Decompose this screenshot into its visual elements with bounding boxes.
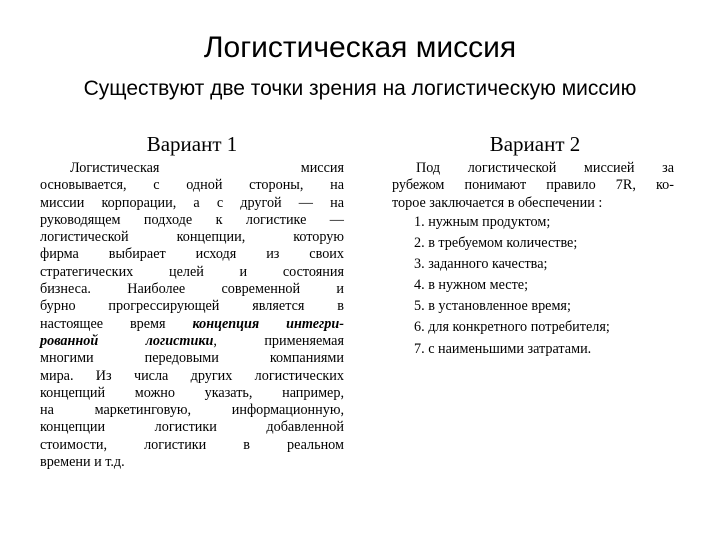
variant-1-line: стратегических целей и состояния (40, 263, 344, 280)
variant-1-line-emph (40, 333, 344, 350)
variant-1-plain: настоящее время (40, 315, 166, 332)
variant-1-plain: , применяемая (213, 332, 344, 349)
list-item: 3. заданного качества; (414, 256, 548, 273)
variant-1-line-emph (40, 316, 344, 333)
variant-2-intro-line: рубежом понимают правило 7R, ко- (392, 177, 674, 194)
variant-2-intro (392, 160, 674, 212)
variant-1-line: концепции логистики добавленной (40, 419, 344, 436)
variant-1-emphasis: концепция интегри- (192, 315, 344, 332)
variant-1-line: фирма выбирает исходя из своих (40, 246, 344, 263)
variant-1-line: бизнеса. Наиболее современной и (40, 281, 344, 298)
variant-1-line: на маркетинговую, информационную, (40, 402, 344, 419)
variant-2-intro-line: торое заключается в обеспечении : (392, 194, 603, 211)
variant-1-emphasis: рованной логистики (40, 332, 214, 349)
variant-2-intro-line: Под логистической миссией за (416, 160, 674, 176)
variant-1-line: концепций можно указать, например, (40, 384, 344, 401)
variant-1-line: логистической концепции, которую (40, 229, 344, 246)
slide-title: Логистическая миссия (203, 31, 517, 64)
variant-1-line: многими передовыми компаниями (40, 350, 344, 367)
variant-1-line: Логистическая миссия (70, 160, 344, 176)
list-item: 1. нужным продуктом; (414, 214, 551, 230)
list-item: 5. в установленное время; (414, 298, 571, 315)
variant-1-line: руководящем подходе к логистике — (40, 211, 344, 228)
variant-1-heading: Вариант 1 (146, 132, 238, 156)
variant-1-line: миссии корпорации, а с другой — на (40, 194, 344, 211)
slide-subtitle: Существуют две точки зрения на логистическую миссию (83, 77, 637, 100)
variant-1-line: основывается, с одной стороны, на (40, 177, 344, 194)
variant-1-line: времени и т.д. (40, 454, 125, 471)
list-item: 4. в нужном месте; (414, 277, 529, 294)
variant-1-text (40, 160, 344, 471)
list-item: 2. в требуемом количестве; (414, 235, 578, 252)
variant-2-list (414, 212, 684, 360)
list-item: 6. для конкретного потребителя; (414, 319, 610, 336)
variant-2-heading: Вариант 2 (489, 132, 581, 156)
variant-1-line: стоимости, логистики в реальном (40, 436, 344, 453)
list-item: 7. с наименьшими затратами. (414, 340, 592, 357)
variant-1-line: бурно прогрессирующей является в (40, 298, 344, 315)
variant-1-line: мира. Из числа других логистических (40, 367, 344, 384)
